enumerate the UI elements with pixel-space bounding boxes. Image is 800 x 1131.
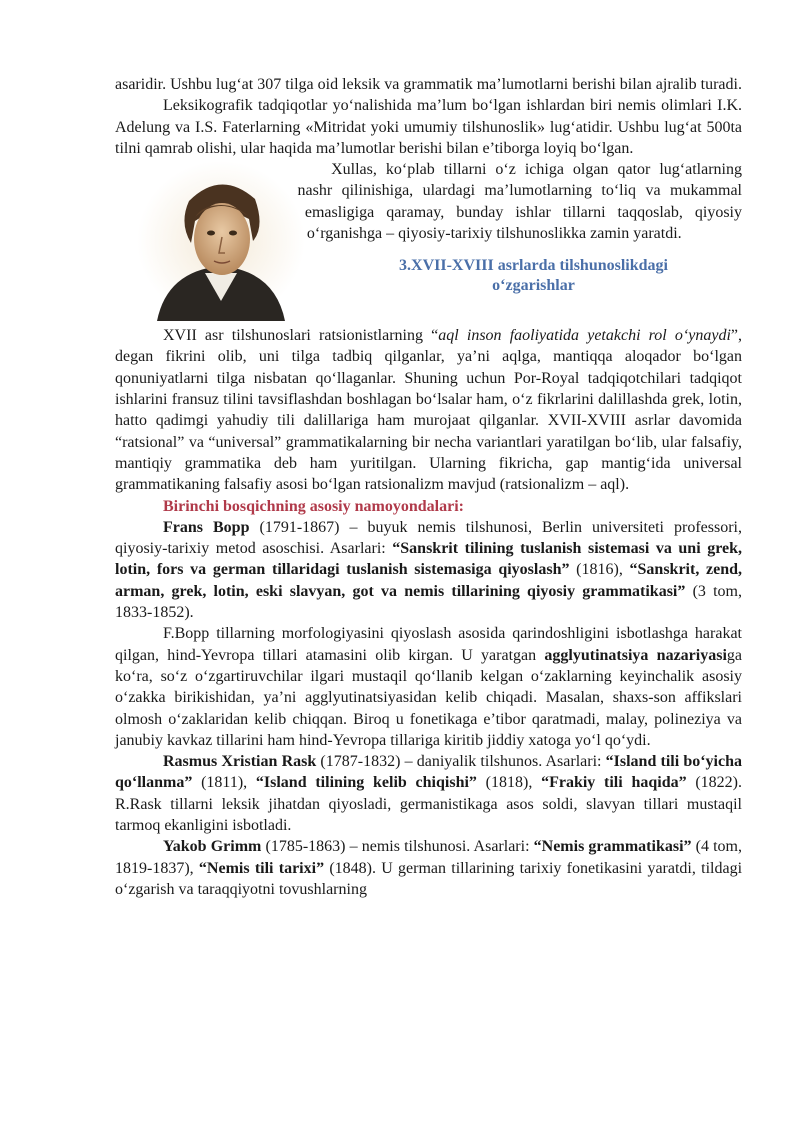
paragraph-rask: Rasmus Xristian Rask (1787-1832) – daniyalik tilshunos. Asarlari: “Island tili bo‘yicha qo‘llanma” (1811), “Island tilining kelib chiqishi” (1818), “Frakiy tili haqida” (1822). R.Rask tillarni leksik jihatdan qiyosladi, germanistikaga asos soldi, slavyan tillari mustaqil tarmoq ekanligini isbotladi. bbox=[115, 753, 742, 835]
portrait-image bbox=[137, 161, 305, 321]
paragraph-grimm: Yakob Grimm (1785-1863) – nemis tilshunosi. Asarlari: “Nemis grammatikasi” (4 tom, 1819-1837), “Nemis tili tarixi” (1848). U german tillarining tarixiy fonetikasini yaratdi, tildagi o‘zgarish va taraqqiyotni tovushlarning bbox=[115, 838, 743, 898]
paragraph-1: asaridir. Ushbu lug‘at 307 tilga oid leksik va grammatik ma’lumotlarni berishi bilan ajralib turadi. bbox=[115, 76, 742, 93]
paragraph-2: Leksikografik tadqiqotlar yo‘nalishida ma’lum bo‘lgan ishlardan biri nemis olimlari I.K. Adelung va I.S. Faterlarning «Mitridat yoki umumiy tilshunoslik» lug‘atidir. Ushbu lug‘at 500ta tilni qamrab olishi, ular haqida ma’lumotlar berishi bilan e’tiborga loyiq bo‘lgan. bbox=[115, 97, 742, 157]
subheading: Birinchi bosqichning asosiy namoyondalari: bbox=[163, 497, 464, 515]
paragraph-4: XVII asr tilshunoslari ratsionistlarning “aql inson faoliyatida yetakchi rol o‘ynaydi”, degan fikrini olib, uni tilga tadbiq qilganlar, ya’ni aqlga, mantiqqa aloqador bo‘lgan qonuniyatlarni tilga nisbatan qo‘llaganlar. Shuning uchun Por-Royal tadqiqotchilari tadqiqot ishlarini fransuz tilini tavsiflashdan boshlagan bo‘lsalar ham, o‘z fikrlarini dalillashda grek, lotin, hatto qadimgi yahudiy tili dalillariga ham murojaat qilganlar. XVII-XVIII asrlar davomida “ratsional” va “universal” grammatikalarning bir necha variantlari yaratilgan bo‘lib, ular falsafiy, mantiqiy grammatika deb ham yuritilgan. Ularning fikricha, gap mantig‘ida universal grammatikaning falsafiy asosi bo‘lgan ratsionalizm mavjud (ratsionalizm – aql). bbox=[115, 327, 743, 494]
document-page bbox=[115, 74, 742, 900]
paragraph-bopp-2: F.Bopp tillarning morfologiyasini qiyoslash asosida qarindoshligini isbotlashga harakat qilgan, hind-Yevropa tillari atamasini olib kirgan. U yaratgan agglyutinatsiya nazariyasiga ko‘ra, so‘z o‘zgartiruvchilar ilgari mustaqil qo‘llanib kelgan o‘zaklarning keyinchalik asosiy o‘zakka birikishidan, ya’ni agglyutinatsiyasidan kelib chiqadi. Masalan, shaxs-son affikslari olmosh o‘zaklaridan kelib chiqqan. Biroq u fonetikaga e’tibor qaratmadi, malay, polineziya va janubiy kavkaz tillarini ham hind-Yevropa tillariga kiritib jiddiy xatoga yo‘l qo‘ydi. bbox=[115, 625, 743, 749]
section-heading: 3.XVII-XVIII asrlarda tilshunoslikdagi o‘zgarishlar bbox=[399, 257, 668, 295]
paragraph-3: Xullas, ko‘plab tillarni o‘z ichiga olgan qator lug‘atlarning nashr qilinishiga, ulardagi ma’lumotlarning to‘liq va mukammal emasligiga qaramay, bunday ishlar tillarni taqqoslab, qiyosiy o‘rganishga – qiyosiy-tarixiy tilshunoslikka zamin yaratdi. bbox=[297, 161, 742, 243]
paragraph-bopp: Frans Bopp (1791-1867) – buyuk nemis tilshunosi, Berlin universiteti professori, qiyosiy-tarixiy metod asoschisi. Asarlari: “Sanskrit tilining tuslanish sistemasi va uni grek, lotin, fors va german tillaridagi tuslanish sistemasiga qiyoslash” (1816), “Sanskrit, zend, arman, grek, lotin, eski slavyan, got va nemis tillarining qiyosiy grammatikasi” (3 tom, 1833-1852). bbox=[115, 518, 743, 622]
